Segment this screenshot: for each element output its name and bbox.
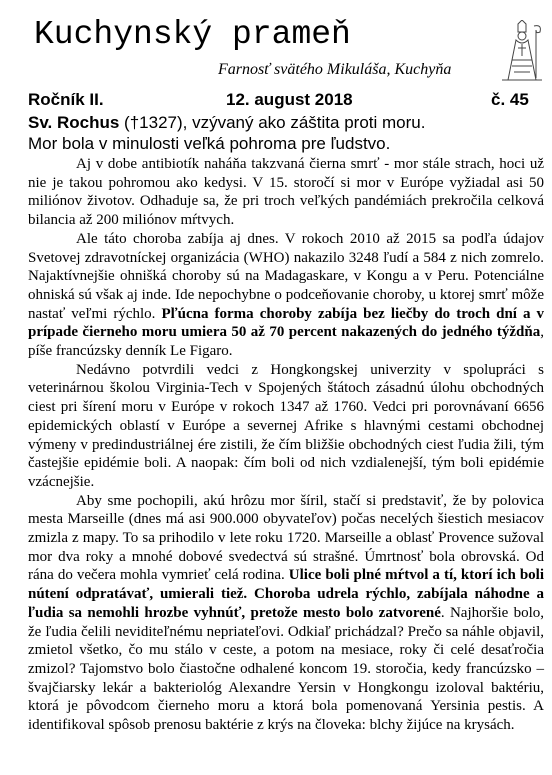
paragraph-2-text: Ale táto choroba zabíja aj dnes. V rokoch 2010 až 2015 sa podľa údajov Svetovej zdravotníckej organizácia (WHO) nakazilo 3248 ľudí a 584 z nich zomrelo. Najaktívnejšie ohnišká choroby sú na Madagaskare, v Kongu a v Peru. Potenciálne ohniská sú však aj inde. Ide nepochybne o podceňovanie choroby, u ktorej smrť môže nastať veľmi rýchlo. bbox=[28, 230, 544, 322]
paragraph-2 bbox=[28, 230, 544, 361]
paragraph-3: Nedávno potvrdili vedci z Hongkongskej univerzity v spolupráci s veterinárnou školou Virginia-Tech v Spojených štátoch zásadnú úlohu obchodných ciest pri šírení moru v Európe v rokoch 1347 až 1760. Vedci pri porovnávaní 6656 epidemických oblastí v Európe a severnej Afrike s hlavnými cestami obchodnej výmeny v predindustriálnej ére zistili, že čím bližšie obchodných ciest ľudia žili, tým častejšie epidémie boli. A naopak: čím boli od nich vzdialenejší, tým boli epidémie vzácnejšie. bbox=[28, 361, 544, 490]
headline-line-2: Mor bola v minulosti veľká pohroma pre ľudstvo. bbox=[28, 134, 391, 153]
parish-subtitle: Farnosť svätého Mikuláša, Kuchyňa bbox=[218, 61, 452, 78]
headline-line-1 bbox=[28, 112, 544, 133]
paragraph-4-text: Aby sme pochopili, akú hrôzu mor šíril, stačí si predstaviť, že by polovica mesta Marseille (dnes má asi 900.000 obyvateľov) počas necelých šiestich mesiacov zmizla z mapy. To sa prihodilo v lete roku 1720. Marseille a oblasť Provence sužoval mor dva roky a mnohé dobové svedectvá sú strašné. Úmrtnosť bola obrovská. Od rána do večera mohla vymrieť celá rodina. bbox=[28, 492, 544, 584]
masthead bbox=[34, 10, 494, 85]
saint-nicholas-bishop-icon bbox=[496, 20, 548, 82]
issue-info-row bbox=[28, 90, 544, 112]
article-headline bbox=[28, 112, 544, 154]
issue-date: 12. august 2018 bbox=[226, 90, 353, 109]
issue-number: č. 45 bbox=[491, 90, 529, 109]
paragraph-1: Aj v dobe antibiotík naháňa takzvaná čierna smrť - mor stále strach, hoci už nie je takou pohromou ako kedysi. V 15. storočí si mor v Európe vyžiadal asi 50 miliónov životov. Odhaduje sa, že pri troch veľkých pandémiách prekročila celková bilancia až 200 miliónov mŕtvych. bbox=[28, 156, 544, 229]
volume-label: Ročník II. bbox=[28, 90, 104, 109]
paragraph-2-end: , píše francúzsky denník Le Figaro. bbox=[28, 324, 544, 360]
newsletter-title: Kuchynský prameň bbox=[34, 16, 351, 53]
paragraph-4 bbox=[28, 492, 544, 735]
paragraph-4-bold: Ulice boli plné mŕtvol a tí, ktorí ich boli nútení odpratávať, umierali tiež. Choroba udrela rýchlo, zabíjala náhodne a ľudia sa nemohli hrozbe vyhnúť, pretože mesto bolo zatvorené bbox=[28, 567, 544, 621]
paragraph-2-bold: Pľúcna forma choroby zabíja bez liečby do troch dní a v prípade čierneho moru umiera 50 až 70 percent nakazených do jedného týždňa bbox=[28, 305, 544, 341]
headline-line-1-rest: (†1327), vzývaný ako záštita proti moru. bbox=[119, 113, 426, 132]
paragraph-4-end: . Najhoršie bolo, že ľudia čelili neviditeľnému nepriateľovi. Odkiaľ prichádzal? Prečo sa náhle objavil, zmietol všetko, čo mu stálo v ceste, a potom na mesiace, roky či celé desaťročia zmizol? Tajomstvo bolo čiastočne odhalené koncom 19. storočia, kedy francúzsko – švajčiarsky lekár a bakteriológ Alexandre Yersin v Hongkongu izoloval baktériu, ktorá je pôvodcom čierneho moru a ktorá bola pomenovaná Yersinia pestis. A identifikoval spôsob prenosu baktérie z krýs na človeka: blchy žijúce na krysách. bbox=[28, 604, 545, 734]
headline-saint-name: Sv. Rochus bbox=[28, 113, 120, 132]
article-body bbox=[28, 155, 544, 735]
